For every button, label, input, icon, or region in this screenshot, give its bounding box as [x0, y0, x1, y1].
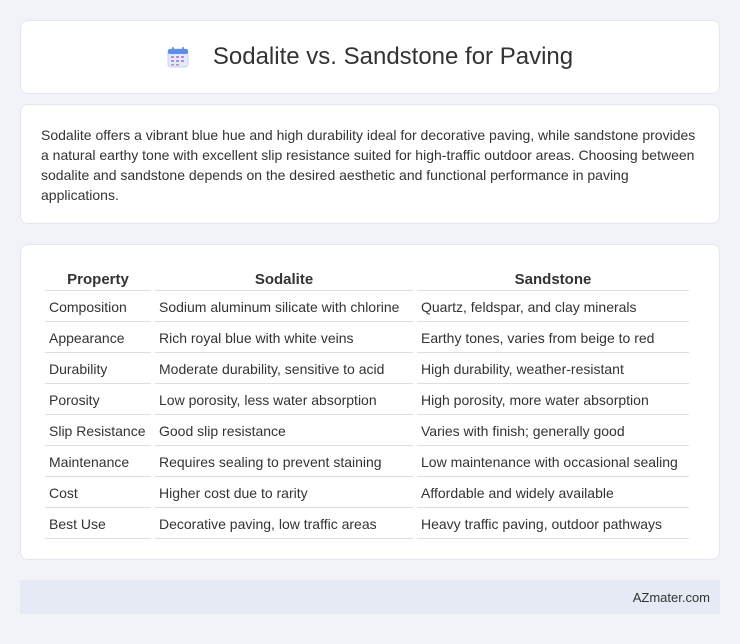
- intro-text: Sodalite offers a vibrant blue hue and high durability ideal for decorative paving, while sandstone provides a natural earthy tone with excellent slip resistance suited for high-traffic outdoor areas. Choosing between sodalite and sandstone depends on the desired aesthetic and functional performance in paving applications.: [41, 127, 696, 203]
- header-property: Property: [45, 267, 151, 291]
- cell-sandstone: High durability, weather-resistant: [417, 355, 689, 384]
- calendar-icon: [167, 46, 189, 68]
- cell-sandstone: Earthy tones, varies from beige to red: [417, 324, 689, 353]
- table-row: [45, 510, 689, 539]
- cell-property: Maintenance: [45, 448, 151, 477]
- cell-property: Durability: [45, 355, 151, 384]
- page-title: Sodalite vs. Sandstone for Paving: [212, 43, 574, 70]
- cell-sodalite: Rich royal blue with white veins: [155, 324, 413, 353]
- comparison-table: [41, 265, 693, 541]
- cell-sodalite: Low porosity, less water absorption: [155, 386, 413, 415]
- cell-property: Best Use: [45, 510, 151, 539]
- cell-property: Slip Resistance: [45, 417, 151, 446]
- table-row: [45, 448, 689, 477]
- cell-sodalite: Sodium aluminum silicate with chlorine: [155, 293, 413, 322]
- table-row: [45, 293, 689, 322]
- cell-sandstone: High porosity, more water absorption: [417, 386, 689, 415]
- footer-site-link[interactable]: AZmater.com: [632, 589, 710, 605]
- cell-sandstone: Varies with finish; generally good: [417, 417, 689, 446]
- intro-card: [20, 104, 720, 224]
- title-card: [20, 20, 720, 94]
- cell-property: Porosity: [45, 386, 151, 415]
- cell-sodalite: Requires sealing to prevent staining: [155, 448, 413, 477]
- cell-sandstone: Affordable and widely available: [417, 479, 689, 508]
- footer: [20, 580, 720, 614]
- cell-sodalite: Higher cost due to rarity: [155, 479, 413, 508]
- cell-property: Cost: [45, 479, 151, 508]
- cell-sandstone: Quartz, feldspar, and clay minerals: [417, 293, 689, 322]
- cell-sodalite: Decorative paving, low traffic areas: [155, 510, 413, 539]
- header-sodalite: Sodalite: [155, 267, 413, 291]
- table-row: [45, 386, 689, 415]
- cell-sandstone: Heavy traffic paving, outdoor pathways: [417, 510, 689, 539]
- table-row: [45, 479, 689, 508]
- cell-property: Appearance: [45, 324, 151, 353]
- cell-sodalite: Moderate durability, sensitive to acid: [155, 355, 413, 384]
- table-header-row: [45, 267, 689, 291]
- table-row: [45, 324, 689, 353]
- table-row: [45, 417, 689, 446]
- cell-sodalite: Good slip resistance: [155, 417, 413, 446]
- cell-property: Composition: [45, 293, 151, 322]
- header-sandstone: Sandstone: [417, 267, 689, 291]
- table-row: [45, 355, 689, 384]
- cell-sandstone: Low maintenance with occasional sealing: [417, 448, 689, 477]
- comparison-card: [20, 244, 720, 560]
